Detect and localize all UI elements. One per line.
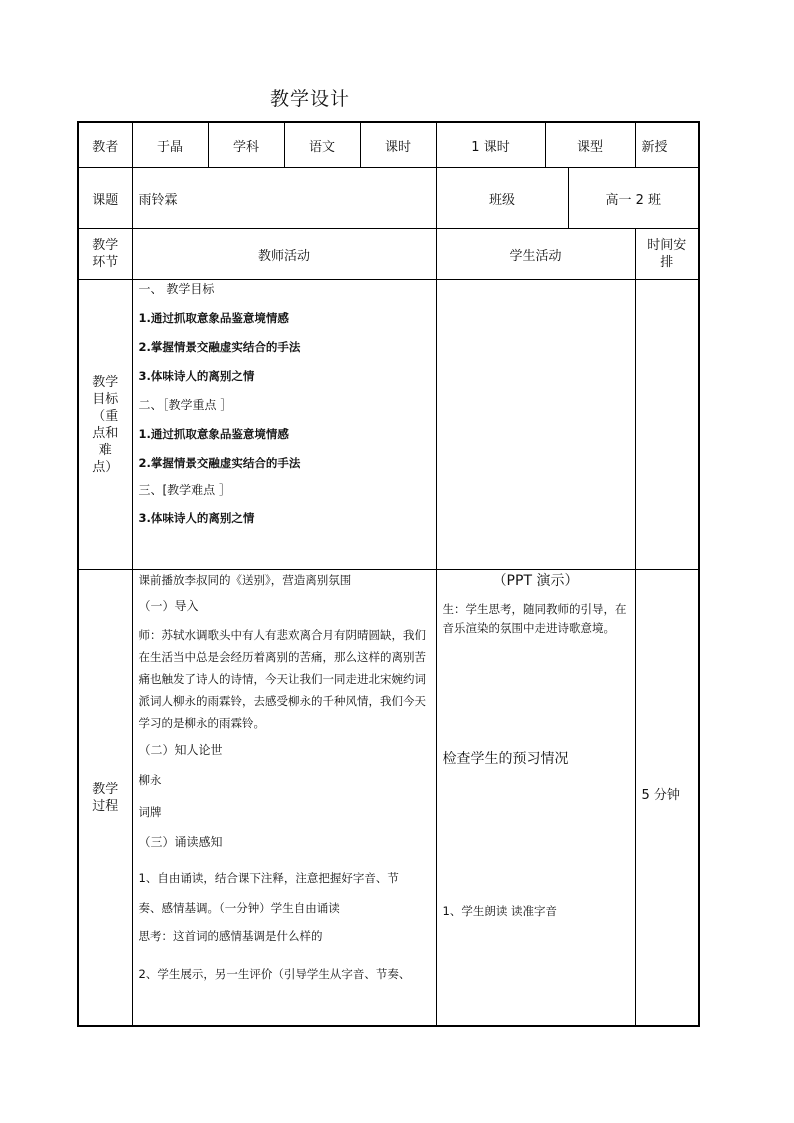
process-stage: 教学 过程 <box>78 570 132 1027</box>
class-label: 班级 <box>436 168 568 229</box>
stage-column-header: 教学 环节 <box>78 229 132 280</box>
period-label: 课时 <box>360 122 436 168</box>
difficulty-heading: 三、[教学难点 ］ <box>138 483 231 497</box>
subject-value: 语文 <box>284 122 360 168</box>
section-2-item-b: 词牌 <box>138 805 162 819</box>
key-point-1: 1.通过抓取意象品鉴意境情感 <box>138 427 289 441</box>
column-header-row <box>78 229 699 280</box>
goal-2: 2.掌握情景交融虚实结合的手法 <box>138 340 301 354</box>
key-points-heading: 二、［教学重点 ］ <box>138 398 233 412</box>
student-activity-1: 生：学生思考，随同教师的引导，在音乐渲染的氛围中走进诗歌意境。 <box>442 602 627 635</box>
section-3-item-1: 1、自由诵读，结合课下注释，注意把握好字音、节 <box>138 871 399 885</box>
process-time-cell <box>635 570 699 1027</box>
type-label: 课型 <box>545 122 635 168</box>
goals-student-cell <box>436 280 635 570</box>
period-value: 1 课时 <box>436 122 545 168</box>
student-activity-3: 1、学生朗读 读准字音 <box>442 904 557 918</box>
goals-stage: 教学 目标 （重 点和 难 点） <box>78 280 132 570</box>
process-row <box>78 570 699 1027</box>
header-row <box>78 122 699 168</box>
topic-label: 课题 <box>78 168 132 229</box>
process-time: 5 分钟 <box>641 788 680 803</box>
section-2-title: （二）知人论世 <box>138 743 223 757</box>
goal-1: 1.通过抓取意象品鉴意境情感 <box>138 311 289 325</box>
teacher-activity-header: 教师活动 <box>132 229 436 280</box>
subject-label: 学科 <box>208 122 284 168</box>
class-value: 高一 2 班 <box>568 168 699 229</box>
goals-time-cell <box>635 280 699 570</box>
document-title: 教学设计 <box>269 88 350 110</box>
type-value: 新授 <box>635 122 699 168</box>
student-ppt-note: （PPT 演示） <box>492 573 579 589</box>
section-3-item-1b: 奏、感情基调。（一分钟）学生自由诵读 <box>138 901 340 915</box>
teacher-label: 教者 <box>78 122 132 168</box>
goal-3: 3.体味诗人的离别之情 <box>138 369 255 383</box>
process-teacher-content <box>132 570 436 1027</box>
section-2-item-a: 柳永 <box>138 773 162 787</box>
section-3-think: 思考：这首词的感情基调是什么样的 <box>138 929 323 943</box>
topic-value: 雨铃霖 <box>132 168 436 229</box>
section-1-title: （一）导入 <box>138 599 199 613</box>
teacher-value: 于晶 <box>132 122 208 168</box>
student-activity-header: 学生活动 <box>436 229 635 280</box>
goals-row <box>78 280 699 570</box>
section-3-item-2: 2、学生展示，另一生评价（引导学生从字音、节奏、 <box>138 967 411 981</box>
key-point-2: 2.掌握情景交融虚实结合的手法 <box>138 456 301 470</box>
goals-heading: 一、 教学目标 <box>138 282 215 296</box>
process-student-content <box>436 570 635 1027</box>
student-activity-2: 检查学生的预习情况 <box>442 751 569 767</box>
topic-row <box>78 168 699 229</box>
lesson-plan-table <box>77 121 700 1027</box>
difficulty-1: 3.体味诗人的离别之情 <box>138 511 255 525</box>
intro-text: 课前播放李叔同的《送别》，营造离别氛围 <box>138 573 352 587</box>
goals-content <box>132 280 436 570</box>
section-1-text: 师：苏轼水调歌头中有人有悲欢离合月有阴晴圆缺，我们在生活当中总是会经历着离别的苦痛，那么这样的离别苦痛也触发了诗人的诗情，今天让我们一同走进北宋婉约词派词人柳永的雨霖铃，去感受柳永的千种风情，我们今天学习的是柳永的雨霖铃。 <box>138 628 426 730</box>
section-3-title: （三）诵读感知 <box>138 835 223 849</box>
time-column-header: 时间安 排 <box>635 229 699 280</box>
